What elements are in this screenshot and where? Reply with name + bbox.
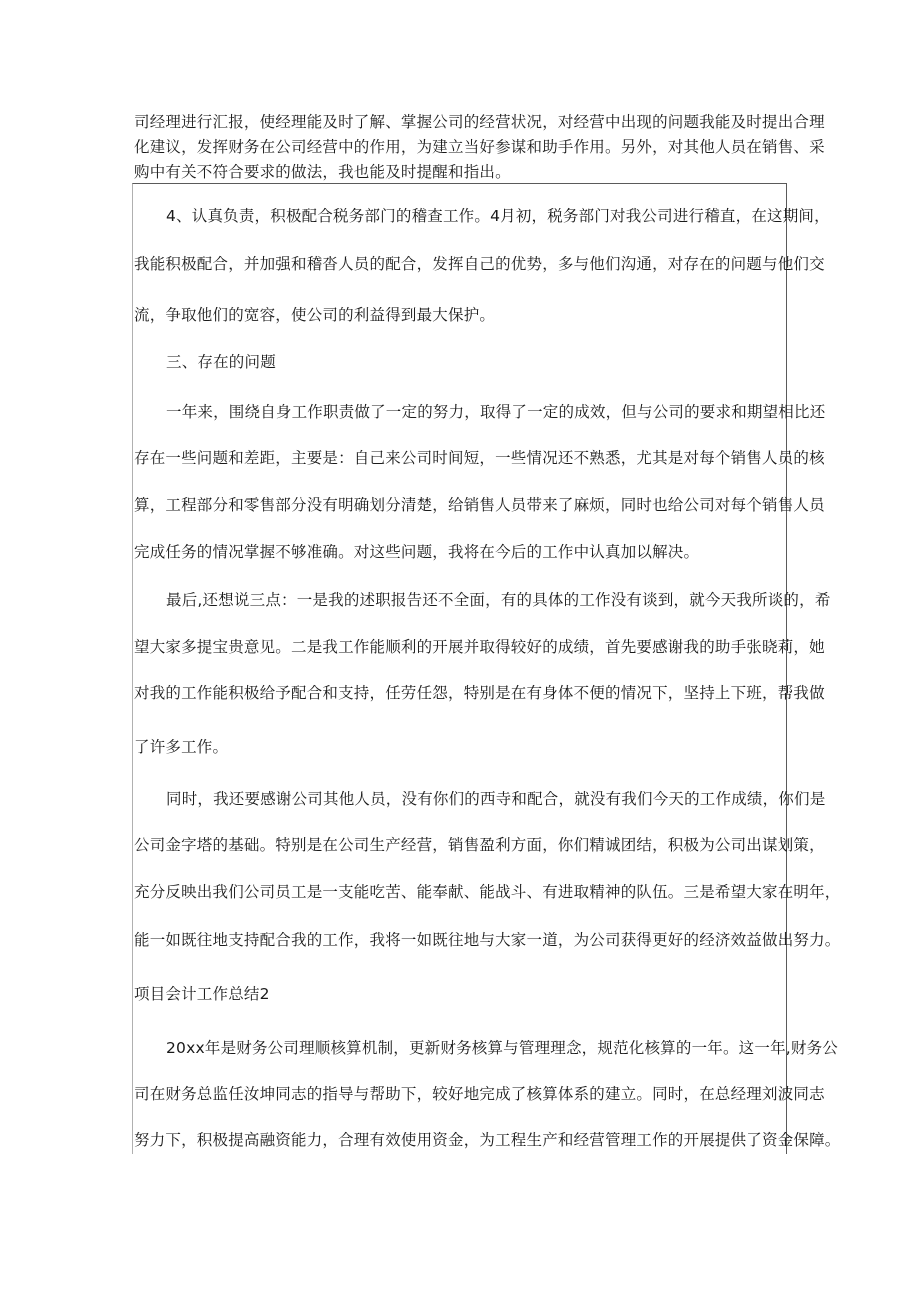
paragraph-line: 购中有关不符合要求的做法，我也能及时提醒和指出。: [134, 163, 511, 181]
paragraph-line: 流，争取他们的宽容，使公司的利益得到最大保护。: [134, 306, 496, 324]
paragraph-line: 司在财务总监任汝坤同志的指导与帮助下，较好地完成了核算体系的建立。同时，在总经理刘波同志: [134, 1085, 825, 1103]
paragraph-line: 对我的工作能积极给予配合和支持，任劳任怨，特别是在有身体不便的情况下，坚持上下班，帮我做: [134, 684, 825, 702]
paragraph-line: 最后,还想说三点：一是我的述职报告还不全面，有的具体的工作没有谈到，就今天我所谈的，希: [166, 591, 831, 609]
paragraph-line: 我能积极配合，并加强和稽沓人员的配合，发挥自己的优势，多与他们沟通，对存在的问题与他们交: [134, 255, 825, 273]
section-heading: 三、存在的问题: [166, 353, 276, 371]
paragraph-line: 化建议，发挥财务在公司经营中的作用，为建立当好参谋和助手作用。另外，对其他人员在销售、采: [134, 138, 825, 156]
table-cell-border: [132, 183, 838, 1154]
paragraph-line: 4、认真负责，积极配合税务部门的稽查工作。4月初，税务部门对我公司进行稽直，在这期间，: [166, 207, 830, 225]
paragraph-line: 能一如既往地支持配合我的工作，我将一如既往地与大家一道，为公司获得更好的经济效益做出努力。: [134, 931, 841, 949]
paragraph-line: 司经理进行汇报，使经理能及时了解、掌握公司的经营状况，对经营中出现的问题我能及时提出合理: [134, 113, 825, 131]
paragraph-line: 努力下，积极提高融资能力，合理有效使用资金，为工程生产和经营管理工作的开展提供了资金保障。: [134, 1131, 841, 1149]
paragraph-line: 了许多工作。: [134, 738, 229, 756]
paragraph-line: 一年来，围绕自身工作职责做了一定的努力，取得了一定的成效，但与公司的要求和期望相比还: [166, 403, 826, 421]
section-title: 项目会计工作总结2: [134, 985, 270, 1003]
paragraph-line: 公司金字塔的基础。特别是在公司生产经营，销售盈利方面，你们精诚团结，积极为公司出谋划策，: [134, 836, 825, 854]
paragraph-line: 20xx年是财务公司理顺核算机制，更新财务核算与管理理念，规范化核算的一年。这一年,财务公: [166, 1039, 838, 1057]
paragraph-line: 充分反映出我们公司员工是一支能吃苦、能奉献、能战斗、有进取精神的队伍。三是希望大家在明年，: [134, 883, 841, 901]
paragraph-line: 完成任务的情况掌握不够准确。对这些问题，我将在今后的工作中认真加以解决。: [134, 543, 700, 561]
paragraph-line: 存在一些问题和差距，主要是：自己来公司时间短，一些情况还不熟悉，尤其是对每个销售人员的核: [134, 449, 825, 467]
paragraph-line: 同时，我还要感谢公司其他人员，没有你们的西寺和配合，就没有我们今天的工作成绩，你们是: [166, 790, 826, 808]
paragraph-line: 算，工程部分和零售部分没有明确划分清楚，给销售人员带来了麻烦，同时也给公司对每个销售人员: [134, 496, 825, 514]
paragraph-line: 望大家多提宝贵意见。二是我工作能顺利的开展并取得较好的成绩，首先要感谢我的助手张晓莉，她: [134, 638, 825, 656]
